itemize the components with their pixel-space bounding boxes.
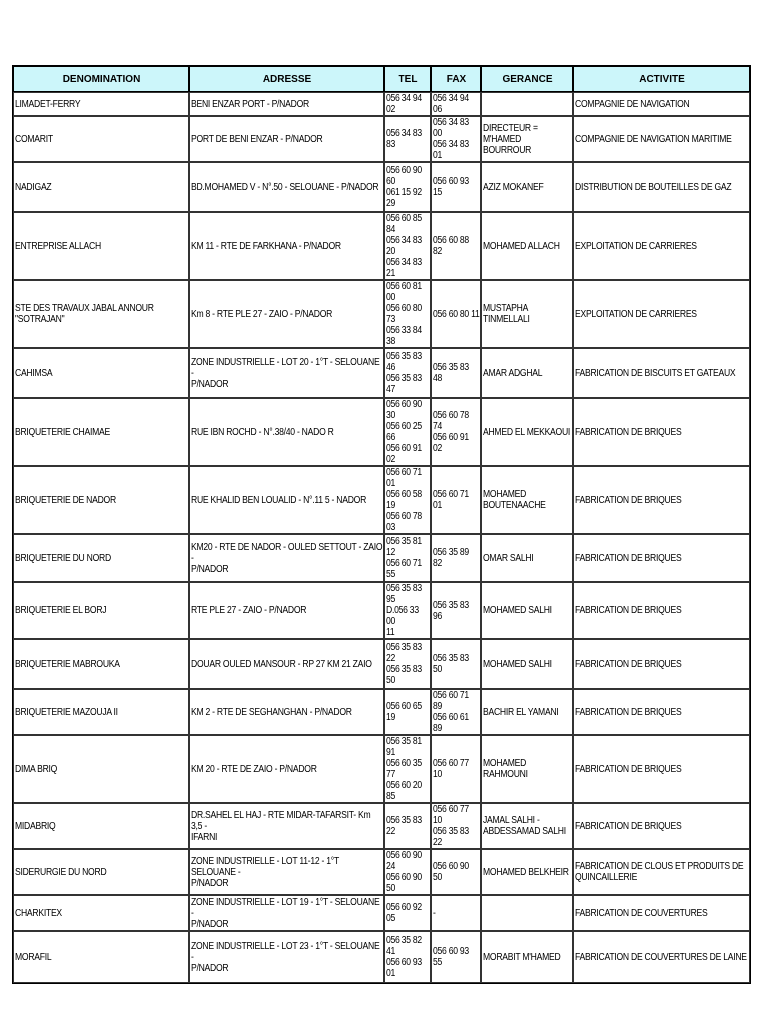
cell-gerance xyxy=(481,280,573,348)
cell-tel xyxy=(384,895,431,931)
gerance-text: MOHAMED RAHMOUNI xyxy=(483,758,528,780)
denomination-text: BRIQUETERIE DU NORD xyxy=(15,552,111,564)
activite-text: EXPLOITATION DE CARRIERES xyxy=(575,240,697,252)
cell-activite xyxy=(573,849,750,895)
fax-text: 056 34 94 06 xyxy=(433,93,469,115)
fax-text: 056 35 83 96 xyxy=(433,599,469,622)
tel-text: 056 34 83 83 xyxy=(386,128,422,150)
gerance-text: MOHAMED BELKHEIR xyxy=(483,866,569,878)
adresse-text: RUE KHALID BEN LOUALID - N°.11 5 - NADOR xyxy=(191,494,367,506)
tel-text: 056 35 81 91 056 60 35 77 056 60 20 85 xyxy=(386,736,422,802)
cell-gerance xyxy=(481,931,573,983)
activite-text: FABRICATION DE BRIQUES xyxy=(575,552,682,564)
table-row xyxy=(13,849,750,895)
cell-adresse xyxy=(189,639,384,689)
cell-adresse xyxy=(189,466,384,534)
fax-text: 056 35 89 82 xyxy=(433,547,469,569)
fax-text: 056 60 71 01 xyxy=(433,489,469,511)
adresse-text: ZONE INDUSTRIELLE - LOT 11-12 - 1°T SELOUANE - P/NADOR xyxy=(191,855,339,889)
header-tel: TEL xyxy=(384,66,431,92)
cell-denomination xyxy=(13,534,189,582)
cell-gerance xyxy=(481,803,573,849)
table-row xyxy=(13,931,750,983)
activite-text: FABRICATION DE BRIQUES xyxy=(575,605,682,616)
cell-fax xyxy=(431,689,481,735)
table-row xyxy=(13,116,750,162)
activite-text: FABRICATION DE COUVERTURES DE LAINE xyxy=(575,951,747,963)
denomination-text: MORAFIL xyxy=(15,951,52,963)
table-row xyxy=(13,466,750,534)
cell-fax xyxy=(431,735,481,803)
gerance-text: JAMAL SALHI - ABDESSAMAD SALHI xyxy=(483,815,566,837)
cell-adresse xyxy=(189,92,384,116)
fax-text: 056 35 83 50 xyxy=(433,653,469,675)
table-row xyxy=(13,348,750,398)
gerance-text: MOHAMED SALHI xyxy=(483,658,552,670)
cell-activite xyxy=(573,212,750,280)
table-row xyxy=(13,895,750,931)
adresse-text: KM 11 - RTE DE FARKHANA - P/NADOR xyxy=(191,240,341,252)
denomination-text: DIMA BRIQ xyxy=(15,763,58,775)
adresse-text: KM20 - RTE DE NADOR - OULED SETTOUT - ZAIO - P/NADOR xyxy=(191,541,383,575)
header-gerance: GERANCE xyxy=(481,66,573,92)
fax-text: 056 35 83 48 xyxy=(433,362,469,384)
cell-denomination xyxy=(13,582,189,639)
cell-fax xyxy=(431,466,481,534)
cell-adresse xyxy=(189,534,384,582)
cell-denomination xyxy=(13,162,189,212)
gerance-text: MORABIT M'HAMED xyxy=(483,951,561,963)
activite-text: FABRICATION DE BRIQUES xyxy=(575,820,682,832)
cell-tel xyxy=(384,582,431,639)
table-row xyxy=(13,689,750,735)
activite-text: FABRICATION DE BRIQUES xyxy=(575,658,682,670)
cell-fax xyxy=(431,849,481,895)
cell-fax xyxy=(431,162,481,212)
cell-adresse xyxy=(189,582,384,639)
cell-gerance xyxy=(481,689,573,735)
denomination-text: CAHIMSA xyxy=(15,367,53,379)
tel-text: 056 35 83 22 056 35 83 50 xyxy=(386,642,422,686)
cell-activite xyxy=(573,280,750,348)
cell-gerance xyxy=(481,398,573,466)
fax-text: - xyxy=(433,907,436,919)
cell-denomination xyxy=(13,735,189,803)
cell-fax xyxy=(431,895,481,931)
cell-tel xyxy=(384,280,431,348)
cell-tel xyxy=(384,116,431,162)
tel-text: 056 35 83 22 xyxy=(386,815,422,837)
cell-tel xyxy=(384,348,431,398)
denomination-text: BRIQUETERIE DE NADOR xyxy=(15,494,116,506)
cell-activite xyxy=(573,116,750,162)
activite-text: FABRICATION DE BRIQUES xyxy=(575,494,682,506)
gerance-text: MOHAMED ALLACH xyxy=(483,240,560,252)
cell-activite xyxy=(573,92,750,116)
gerance-text: AMAR ADGHAL xyxy=(483,367,543,379)
cell-tel xyxy=(384,92,431,116)
denomination-text: STE DES TRAVAUX JABAL ANNOUR "SOTRAJAN" xyxy=(15,303,154,325)
cell-fax xyxy=(431,639,481,689)
cell-activite xyxy=(573,895,750,931)
adresse-text: DR.SAHEL EL HAJ - RTE MIDAR-TAFARSIT- Km 3,5 - IFARNI xyxy=(191,809,371,843)
denomination-text: CHARKITEX xyxy=(15,907,62,919)
gerance-text: AZIZ MOKANEF xyxy=(483,181,544,193)
tel-text: 056 60 92 05 xyxy=(386,902,422,924)
cell-adresse xyxy=(189,212,384,280)
cell-activite xyxy=(573,466,750,534)
cell-denomination xyxy=(13,212,189,280)
activite-text: FABRICATION DE BRIQUES xyxy=(575,706,682,718)
cell-fax xyxy=(431,92,481,116)
cell-activite xyxy=(573,162,750,212)
cell-activite xyxy=(573,735,750,803)
tel-text: 056 35 83 46 056 35 83 47 xyxy=(386,351,422,395)
cell-denomination xyxy=(13,466,189,534)
tel-text: 056 35 81 12 056 60 71 55 xyxy=(386,536,422,580)
adresse-text: BENI ENZAR PORT - P/NADOR xyxy=(191,98,309,110)
adresse-text: RTE PLE 27 - ZAIO - P/NADOR xyxy=(191,605,307,616)
header-adresse: ADRESSE xyxy=(189,66,384,92)
cell-gerance xyxy=(481,162,573,212)
denomination-text: BRIQUETERIE MABROUKA xyxy=(15,658,120,670)
cell-denomination xyxy=(13,116,189,162)
table-row xyxy=(13,212,750,280)
fax-text: 056 34 83 00 056 34 83 01 xyxy=(433,117,469,161)
cell-denomination xyxy=(13,689,189,735)
tel-text: 056 60 90 30 056 60 25 66 056 60 91 02 xyxy=(386,399,422,465)
activite-text: FABRICATION DE BRIQUES xyxy=(575,763,682,775)
cell-activite xyxy=(573,534,750,582)
cell-denomination xyxy=(13,348,189,398)
tel-text: 056 35 83 95 D.056 33 00 11 xyxy=(386,583,422,638)
header-denomination: DENOMINATION xyxy=(13,66,189,92)
cell-tel xyxy=(384,931,431,983)
denomination-text: BRIQUETERIE CHAIMAE xyxy=(15,426,110,438)
cell-denomination xyxy=(13,895,189,931)
cell-adresse xyxy=(189,849,384,895)
cell-fax xyxy=(431,348,481,398)
table-row xyxy=(13,92,750,116)
cell-tel xyxy=(384,212,431,280)
cell-denomination xyxy=(13,280,189,348)
cell-adresse xyxy=(189,735,384,803)
cell-adresse xyxy=(189,348,384,398)
table-row xyxy=(13,639,750,689)
cell-denomination xyxy=(13,931,189,983)
denomination-text: NADIGAZ xyxy=(15,181,52,193)
cell-gerance xyxy=(481,348,573,398)
cell-tel xyxy=(384,162,431,212)
cell-adresse xyxy=(189,931,384,983)
adresse-text: DOUAR OULED MANSOUR - RP 27 KM 21 ZAIO xyxy=(191,658,372,670)
cell-tel xyxy=(384,689,431,735)
tel-text: 056 35 82 41 056 60 93 01 xyxy=(386,935,422,979)
adresse-text: RUE IBN ROCHD - N°.38/40 - NADO R xyxy=(191,426,334,438)
fax-text: 056 60 77 10 056 35 83 22 xyxy=(433,804,469,848)
tel-text: 056 60 65 19 xyxy=(386,701,422,723)
fax-text: 056 60 93 55 xyxy=(433,946,469,968)
denomination-text: BRIQUETERIE MAZOUJA II xyxy=(15,706,118,718)
cell-fax xyxy=(431,931,481,983)
tel-text: 056 60 90 60 061 15 92 29 xyxy=(386,165,422,209)
cell-activite xyxy=(573,398,750,466)
cell-fax xyxy=(431,803,481,849)
activite-text: DISTRIBUTION DE BOUTEILLES DE GAZ xyxy=(575,181,732,193)
fax-text: 056 60 71 89 056 60 61 89 xyxy=(433,690,469,734)
header-row xyxy=(13,66,750,92)
gerance-text: AHMED EL MEKKAOUI xyxy=(483,426,571,438)
adresse-text: ZONE INDUSTRIELLE - LOT 23 - 1°T - SELOUANE - P/NADOR xyxy=(191,940,380,974)
denomination-text: MIDABRIQ xyxy=(15,820,56,832)
activite-text: FABRICATION DE CLOUS ET PRODUITS DE QUINCAILLERIE xyxy=(575,861,744,883)
cell-adresse xyxy=(189,398,384,466)
cell-denomination xyxy=(13,398,189,466)
cell-denomination xyxy=(13,849,189,895)
cell-activite xyxy=(573,639,750,689)
adresse-text: PORT DE BENI ENZAR - P/NADOR xyxy=(191,133,323,145)
gerance-text: OMAR SALHI xyxy=(483,552,534,564)
cell-tel xyxy=(384,803,431,849)
cell-tel xyxy=(384,466,431,534)
table-row xyxy=(13,162,750,212)
denomination-text: BRIQUETERIE EL BORJ xyxy=(15,605,107,616)
gerance-text: MOHAMED BOUTENAACHE xyxy=(483,489,546,511)
fax-text: 056 60 93 15 xyxy=(433,176,469,198)
tel-text: 056 60 90 24 056 60 90 50 xyxy=(386,850,422,894)
cell-tel xyxy=(384,398,431,466)
fax-text: 056 60 77 10 xyxy=(433,758,469,780)
table-row xyxy=(13,398,750,466)
cell-gerance xyxy=(481,116,573,162)
adresse-text: KM 20 - RTE DE ZAIO - P/NADOR xyxy=(191,763,317,775)
cell-fax xyxy=(431,398,481,466)
adresse-text: ZONE INDUSTRIELLE - LOT 20 - 1°T - SELOUANE - P/NADOR xyxy=(191,356,380,390)
cell-tel xyxy=(384,534,431,582)
table-row xyxy=(13,534,750,582)
tel-text: 056 34 94 02 xyxy=(386,93,422,115)
adresse-text: BD.MOHAMED V - N°.50 - SELOUANE - P/NADOR xyxy=(191,181,379,193)
company-table xyxy=(12,65,751,984)
cell-adresse xyxy=(189,895,384,931)
cell-adresse xyxy=(189,116,384,162)
adresse-text: KM 2 - RTE DE SEGHANGHAN - P/NADOR xyxy=(191,706,352,718)
activite-text: FABRICATION DE COUVERTURES xyxy=(575,907,708,919)
cell-activite xyxy=(573,689,750,735)
cell-gerance xyxy=(481,534,573,582)
cell-gerance xyxy=(481,735,573,803)
cell-fax xyxy=(431,212,481,280)
cell-gerance xyxy=(481,849,573,895)
gerance-text: MUSTAPHA TINMELLALI xyxy=(483,303,530,325)
gerance-text: DIRECTEUR = M'HAMED BOURROUR xyxy=(483,122,538,156)
adresse-text: Km 8 - RTE PLE 27 - ZAIO - P/NADOR xyxy=(191,308,333,320)
cell-gerance xyxy=(481,639,573,689)
gerance-text: BACHIR EL YAMANI xyxy=(483,706,559,718)
fax-text: 056 60 88 82 xyxy=(433,235,469,257)
denomination-text: LIMADET-FERRY xyxy=(15,98,81,110)
cell-denomination xyxy=(13,803,189,849)
table-row xyxy=(13,280,750,348)
denomination-text: COMARIT xyxy=(15,133,53,145)
cell-gerance xyxy=(481,212,573,280)
cell-fax xyxy=(431,534,481,582)
cell-activite xyxy=(573,931,750,983)
activite-text: COMPAGNIE DE NAVIGATION xyxy=(575,98,690,110)
tel-text: 056 60 85 84 056 34 83 20 056 34 83 21 xyxy=(386,213,422,279)
adresse-text: ZONE INDUSTRIELLE - LOT 19 - 1°T - SELOUANE - P/NADOR xyxy=(191,896,380,930)
cell-gerance xyxy=(481,895,573,931)
table-row xyxy=(13,582,750,639)
tel-text: 056 60 71 01 056 60 58 19 056 60 78 03 xyxy=(386,467,422,533)
gerance-text: MOHAMED SALHI xyxy=(483,605,552,616)
fax-text: 056 60 78 74 056 60 91 02 xyxy=(433,410,469,454)
cell-activite xyxy=(573,803,750,849)
table-row xyxy=(13,735,750,803)
cell-activite xyxy=(573,582,750,639)
activite-text: EXPLOITATION DE CARRIERES xyxy=(575,308,697,320)
table-row xyxy=(13,803,750,849)
cell-adresse xyxy=(189,162,384,212)
activite-text: FABRICATION DE BRIQUES xyxy=(575,426,682,438)
cell-tel xyxy=(384,735,431,803)
company-directory-sheet xyxy=(12,65,751,984)
fax-text: 056 60 80 11 xyxy=(433,308,480,320)
tel-text: 056 60 81 00 056 60 80 73 056 33 84 38 xyxy=(386,281,422,347)
cell-adresse xyxy=(189,689,384,735)
cell-fax xyxy=(431,116,481,162)
cell-tel xyxy=(384,639,431,689)
cell-fax xyxy=(431,280,481,348)
cell-adresse xyxy=(189,280,384,348)
cell-adresse xyxy=(189,803,384,849)
cell-fax xyxy=(431,582,481,639)
cell-denomination xyxy=(13,639,189,689)
cell-activite xyxy=(573,348,750,398)
cell-gerance xyxy=(481,92,573,116)
fax-text: 056 60 90 50 xyxy=(433,861,469,883)
header-fax: FAX xyxy=(431,66,481,92)
cell-gerance xyxy=(481,466,573,534)
cell-gerance xyxy=(481,582,573,639)
header-activite: ACTIVITE xyxy=(573,66,750,92)
cell-tel xyxy=(384,849,431,895)
activite-text: COMPAGNIE DE NAVIGATION MARITIME xyxy=(575,133,732,145)
denomination-text: SIDERURGIE DU NORD xyxy=(15,866,107,878)
cell-denomination xyxy=(13,92,189,116)
activite-text: FABRICATION DE BISCUITS ET GATEAUX xyxy=(575,367,736,379)
denomination-text: ENTREPRISE ALLACH xyxy=(15,240,101,252)
